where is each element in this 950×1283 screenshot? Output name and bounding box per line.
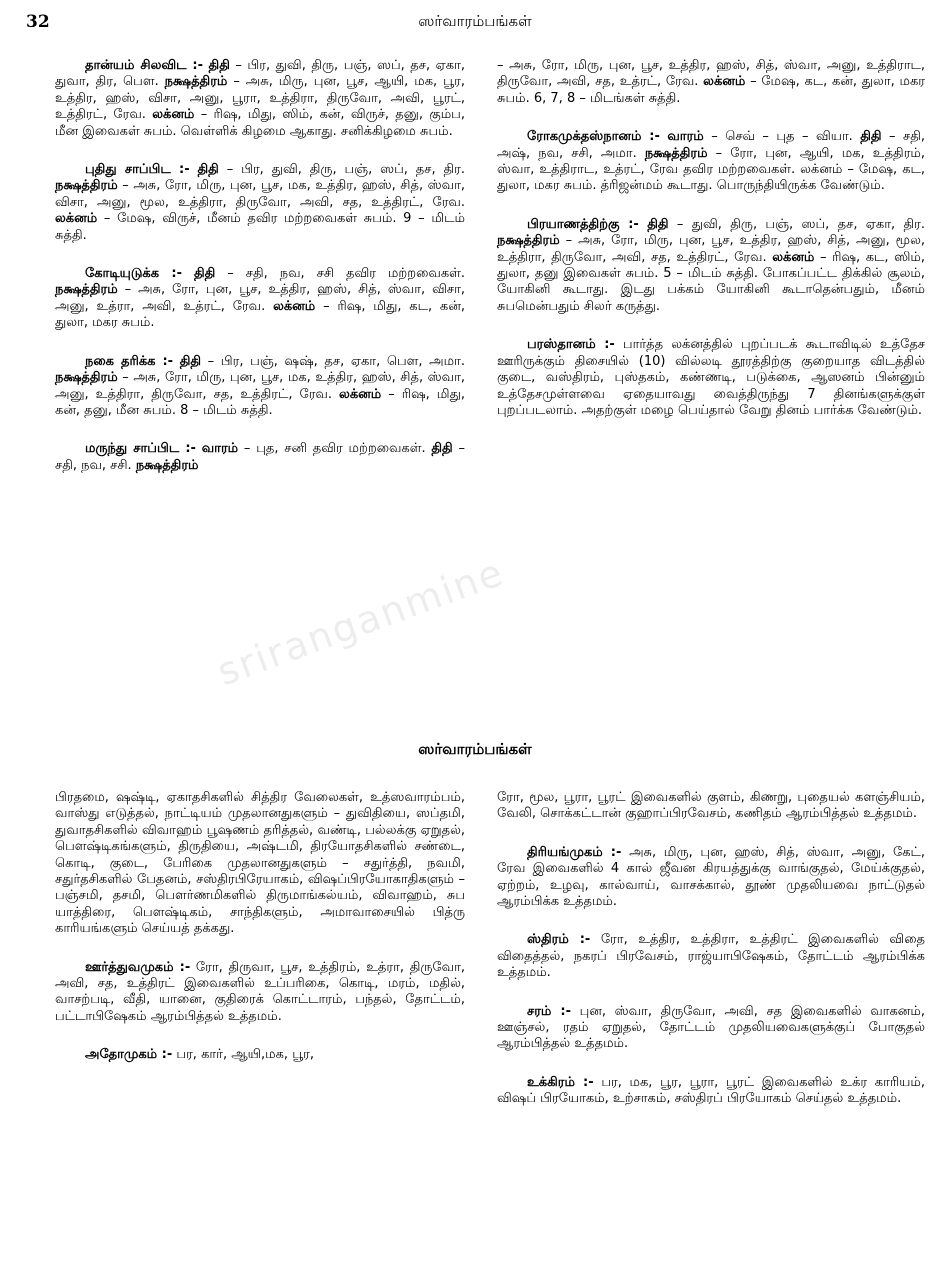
paragraph bbox=[497, 1004, 925, 1053]
keyword: லக்னம் bbox=[55, 211, 98, 227]
keyword: திதி bbox=[647, 216, 669, 232]
paragraph-heading: ஸ்திரம் :- bbox=[527, 932, 591, 948]
paragraph bbox=[497, 129, 925, 195]
paragraph bbox=[55, 162, 465, 244]
paragraph-text: – சதி, நவ, சசி. bbox=[55, 441, 465, 473]
paragraph-heading: சரம் :- bbox=[527, 1003, 571, 1019]
paragraph-heading: ரோகமுக்தஸ்நானம் :- bbox=[527, 129, 660, 145]
paragraph bbox=[497, 337, 925, 419]
keyword: நக்ஷத்திரம் bbox=[55, 282, 118, 298]
keyword: திதி bbox=[860, 129, 882, 145]
keyword: நக்ஷத்திரம் bbox=[644, 145, 708, 161]
paragraph-heading: உக்கிரம் :- bbox=[527, 1074, 594, 1090]
paragraph-text: பிரதமை, ஷஷ்டி, ஏகாதசிகளில் சித்திர வேலைகள், உத்ஸவாரம்பம், வாஸ்து எடுத்தல், நாட்டியம் முதலானதுகளும் – துவிதியை, ஸப்தமி, துவாதசிகளில் விவாஹம் பூஷணம் தரித்தல், வண்டி, பல்லக்கு ஏறுதல், பௌஷ்டிகங்களும், திருதியை, அஷ்டமி, திரயோதசிகளில் சண்டை, கொடி, குடை, பேரிகை முதலானதுகளும் – சதுர்த்தி, நவமி, சதுர்தசிகளில் பேதனம், சஸ்திரபிரேயாகம், விஷப்பிரயோகாதிகளும் – பஞ்சமி, தசமி, பௌர்ணமிகளில் திருமாங்கல்யம், விவாஹம், சுப யாத்திரை, பௌஷ்டிகம், சாந்திகளும், அமாவாசையில் பித்ரு காரியங்களும் செய்யத் தக்கது. bbox=[55, 790, 465, 937]
keyword: வாரம் bbox=[667, 129, 704, 145]
paragraph-text: – அசு, ரோ, மிரு, புன, பூச, மக, உத்திர, ஹஸ், சித், ஸ்வா, அனு, உத்திரா, திருவோ, சத, உத்திரட், ரேவ. bbox=[55, 370, 465, 402]
paragraph-text: – அசு, மிரு, புன, பூச, ஆயி, மக, பூர, உத்திர, ஹஸ், விசா, அனு, பூரா, உத்திரா, திருவோ, அவி, பூரட், உத்திரட், ரேவ. bbox=[55, 74, 465, 123]
paragraph-text: – ரோ, புன, ஆயி, மக, உத்திரம், ஸ்வா, உத்திராட, உத்ரட், ரேவ தவிர மற்றவைகள். லக்னம் – மேஷ, கட, துலா, மகர சுபம். த்ரிஜன்மம் கூடாது. பொருந்தியிருக்க வேண்டும். bbox=[497, 145, 926, 194]
paragraph-heading: பிரயாணத்திற்கு :- bbox=[527, 216, 639, 232]
keyword: லக்னம் bbox=[152, 107, 195, 123]
paragraph-text: – ரிஷ, மிது, கன், தனு, மீன சுபம். 8 – மிடம் சுத்தி. bbox=[55, 386, 466, 418]
paragraph-text bbox=[182, 266, 194, 281]
keyword: திதி bbox=[197, 162, 219, 178]
keyword: லக்னம் bbox=[703, 74, 746, 90]
keyword: லக்னம் bbox=[772, 249, 815, 265]
paragraph-text: – அசு, ரோ, மிரு, புன, பூச, உத்திர, ஹஸ், சித், ஸ்வா, அனு, உத்திராட, திருவோ, அவி, சத, உத்ரட், ரேவ. bbox=[497, 58, 925, 90]
paragraph-heading: நகை தரிக்க :- bbox=[85, 353, 174, 369]
paragraph bbox=[55, 1047, 465, 1063]
paragraph bbox=[55, 58, 465, 140]
keyword: நக்ஷத்திரம் bbox=[55, 370, 118, 386]
paragraph-text: – பிர, துவி, திரு, பஞ், ஸப், தச, ஏகா, துவா, திர, பௌ. bbox=[55, 58, 465, 90]
paragraph bbox=[497, 217, 925, 315]
paragraph-text: – அசு, ரோ, மிரு, புன, பூச, மக, உத்திர, ஹஸ், சித், ஸ்வா, விசா, அனு, மூல, உத்திரா, திருவோ, அவி, சத, உத்திரட், ரேவ. bbox=[55, 178, 465, 210]
paragraph-text: – சதி, அஷ், நவ, சசி, அமா. bbox=[497, 129, 925, 161]
page-number: 32 bbox=[26, 12, 50, 32]
paragraph-text: – அசு, ரோ, புன, பூச, உத்திர, ஹஸ், சித், ஸ்வா, விசா, அனு, உத்ரா, அவி, உத்ரட், ரேவ. bbox=[55, 282, 465, 314]
keyword: லக்னம் bbox=[339, 386, 382, 402]
paragraph-text bbox=[173, 354, 180, 369]
keyword: திதி bbox=[194, 266, 216, 282]
paragraph-heading: அதோமுகம் :- bbox=[85, 1047, 173, 1063]
keyword: நக்ஷத்திரம் bbox=[135, 457, 199, 473]
paragraph bbox=[55, 790, 465, 938]
keyword: நக்ஷத்திரம் bbox=[164, 74, 228, 90]
paragraph-text: அசு, மிரு, புன, ஹஸ், சித், ஸ்வா, அனு, கேட், ரேவ இவைகளில் 4 கால் ஜீவன கிரயத்துக்கு வாங்குதல், மேய்க்குதல், ஏற்றம், உழவு, கால்வாய், வாசக்கால், தூண் முதலியவை நாட்டுதல் ஆரம்பிக்க உத்தமம். bbox=[497, 844, 925, 910]
paragraph-heading: திரியங்முகம் :- bbox=[527, 844, 622, 860]
paragraph-text: புன, ஸ்வா, திருவோ, அவி, சத இவைகளில் வாகனம், ஊஞ்சல், ரதம் ஏறுதல், தோட்டம் முதலியவைகளுக்குப் போகுதல் ஆரம்பித்தல் உத்தமம். bbox=[497, 1003, 925, 1052]
paragraph-text: – பிர, துவி, திரு, பஞ், ஸப், தச, திர. bbox=[218, 162, 465, 178]
paragraph-heading: ஊர்த்துவமுகம் :- bbox=[85, 959, 191, 975]
paragraph-heading: கோடியுடுக்க :- bbox=[85, 266, 183, 282]
top-right-column bbox=[497, 58, 925, 441]
keyword: திதி bbox=[431, 441, 453, 457]
top-left-column bbox=[55, 58, 465, 496]
paragraph-text: – ரிஷ, கட, ஸிம், துலா, தனு இவைகள் சுபம். 5 – மிடம் சுத்தி. போகப்பட்ட திக்கில் சூலம், யோகினி கூடாது. இடது பக்கம் யோகினி கூடாதென்பதும், மீனம் சுபமென்பதும் சிலர் கருத்து. bbox=[497, 249, 925, 314]
paragraph bbox=[497, 845, 925, 911]
paragraph bbox=[55, 266, 465, 332]
paragraph-heading: தான்யம் சிலவிட :- bbox=[85, 58, 204, 73]
paragraph-heading: பரஸ்தானம் :- bbox=[527, 337, 615, 353]
paragraph-text: – துவி, திரு, பஞ், ஸப், தச, ஏகா, திர. bbox=[668, 216, 925, 232]
paragraph-text: – அசு, ரோ, மிரு, புன, பூச, உத்திர, ஹஸ், சித், அனு, மூல, உத்திரா, திருவோ, அவி, சத, உத்திரட், ரேவ. bbox=[497, 233, 925, 265]
paragraph-text: – ரிஷ, மிது, ஸிம், கன், விருச், தனு, கும்ப, மீன இவைகள் சுபம். வெள்ளிக் கிழமை ஆகாது. சனிக்கிழமை சுபம். bbox=[55, 107, 465, 139]
paragraph-text: ரோ, திருவா, பூச, உத்திரம், உத்ரா, திருவோ, அவி, சத, உத்திரட் இவைகளில் உப்பரிகை, கொடி, மரம், மதில், வாசற்படி, வீதி, யானை, குதிரைக் கொட்டாரம், பந்தல், தோட்டம், பட்டாபிஷேகம் ஆரம்பித்தல் உத்தமம். bbox=[55, 959, 466, 1024]
keyword: திதி bbox=[208, 58, 230, 73]
keyword: நக்ஷத்திரம் bbox=[55, 178, 118, 194]
paragraph bbox=[55, 960, 465, 1026]
section-title: ஸர்வாரம்பங்கள் bbox=[418, 740, 532, 758]
paragraph-text: ரோ, மூல, பூரா, பூரட் இவைகளில் குளம், கிணறு, புதையல் களஞ்சியம், வேலி, சொக்கட்டான் குஹாப்பிரவேசம், கணிதம் ஆரம்பித்தல் உத்தமம். bbox=[497, 790, 925, 822]
bottom-left-column bbox=[55, 790, 465, 1086]
keyword: வாரம் bbox=[201, 441, 239, 457]
paragraph bbox=[55, 354, 465, 420]
paragraph bbox=[497, 932, 925, 981]
paragraph-text bbox=[639, 217, 647, 232]
paragraph-text: பார்த்த லக்னத்தில் புறப்படக் கூடாவிடில் உத்தேச ஊரிருக்கும் திசையில் (10) வில்லடி தூரத்திற்கு குறையாத விடத்தில் குடை, வஸ்திரம், புஸ்தகம், கண்ணடி, படுக்கை, ஆஸனம் பின்னும் உத்தேசமுள்ளவை ஏதையாவது வைத்திருந்து 7 தினங்களுக்குள் புறப்படலாம். அதற்குள் மழை பெய்தால் வேறு தினம் பார்க்க வேண்டும். bbox=[497, 337, 925, 418]
paragraph-text: பர, மக, பூர, பூரா, பூரட் இவைகளில் உக்ர காரியம், விஷப் பிரயோகம், உற்சாகம், சஸ்திரப் பிரயோகம் செய்தல் உத்தமம். bbox=[497, 1074, 925, 1107]
paragraph-text: – மேஷ, விருச், மீனம் தவிர மற்றவைகள் சுபம். 9 – மிடம் சுத்தி. bbox=[55, 211, 465, 243]
paragraph bbox=[55, 441, 465, 474]
paragraph-text: பர, கார், ஆயி,மக, பூர, bbox=[172, 1047, 315, 1063]
paragraph-text: – சதி, நவ, சசி தவிர மற்றவைகள். bbox=[215, 266, 466, 282]
paragraph-text: – மேஷ, கட, கன், துலா, மகர சுபம். 6, 7, 8 – மிடங்கள் சுத்தி. bbox=[497, 74, 925, 106]
keyword: நக்ஷத்திரம் bbox=[497, 233, 560, 249]
paragraph-text: – புத, சனி தவிர மற்றவைகள். bbox=[238, 441, 432, 457]
paragraph-heading: புதிது சாப்பிட :- bbox=[85, 162, 190, 178]
paragraph bbox=[497, 1075, 925, 1108]
paragraph-text: – ரிஷ, மிது, கட, கன், துலா, மகர சுபம். bbox=[55, 298, 465, 331]
keyword: லக்னம் bbox=[273, 298, 316, 314]
paragraph-text bbox=[190, 162, 198, 177]
paragraph-text: – பிர, பஞ், ஷஷ், தச, ஏகா, பௌ, அமா. bbox=[201, 353, 465, 369]
paragraph bbox=[497, 790, 925, 823]
bottom-right-column bbox=[497, 790, 925, 1130]
paragraph bbox=[497, 58, 925, 107]
watermark: sriranganmine bbox=[211, 549, 510, 695]
paragraph-heading: மருந்து சாப்பிட :- bbox=[85, 441, 196, 457]
paragraph-text: – செவ் – புத – வியா. bbox=[703, 129, 861, 145]
paragraph-text: ரோ, உத்திர, உத்திரா, உத்திரட் இவைகளில் விதை விதைத்தல், நகரப் பிரவேசம், ராஜ்யாபிஷேகம், தோட்டம் ஆரம்பிக்க உத்தமம். bbox=[497, 932, 925, 981]
keyword: திதி bbox=[179, 353, 202, 369]
running-title: ஸர்வாரம்பங்கள் bbox=[418, 12, 532, 30]
